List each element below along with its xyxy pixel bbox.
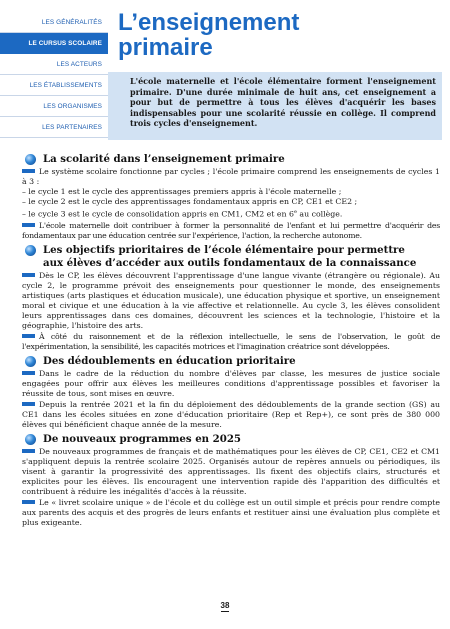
paragraph xyxy=(22,369,440,399)
paragraph-text: À côté du raisonnement et de la réflexion intellectuelle, le sens de l'observation, le goût de l'expérimentation, la sensibilité, les capacités motrices et l'imagination créatrice sont développées. xyxy=(22,331,440,351)
globe-bullet-icon xyxy=(25,356,36,367)
section-heading xyxy=(22,153,440,166)
nav-item-cursus-scolaire[interactable]: LE CURSUS SCOLAIRE xyxy=(0,33,108,54)
paragraph-text: Dès le CP, les élèves découvrent l'apprentissage d'une langue vivante (étrangère ou régionale). Au cycle 2, le programme prévoit des enseignements pour questionner le monde, des enseignements artistiques (arts plastiques et éducation musicale), une éducation physique et sportive, un enseignement moral et civique et une éducation à la vie affective et relationnelle. Au cycle 3, les élèves consolident leurs apprentissages dans ces domaines, découvrent les sciences et la technologie, l'histoire et la géographie, l'histoire des arts. xyxy=(22,270,440,330)
sidebar-nav xyxy=(0,12,108,138)
section-programmes xyxy=(22,433,440,528)
page-title xyxy=(118,10,299,60)
dash-marker-icon xyxy=(22,402,35,406)
paragraph xyxy=(22,271,440,331)
page-number xyxy=(0,601,450,612)
page-title-line1: L’enseignement xyxy=(118,9,300,36)
section-heading-line2: aux élèves d’accéder aux outils fondamentaux de la connaissance xyxy=(43,256,417,269)
paragraph-text: Le « livret scolaire unique » de l'école et du collège est un outil simple et précis pour rendre compte aux parents des acquis et des progrès de leurs enfants et restituer ainsi une évaluation plus complète et plus exigeante. xyxy=(22,497,440,527)
list-item: – le cycle 1 est le cycle des apprentissages premiers appris à l'école maternelle ; xyxy=(22,187,342,196)
dash-marker-icon xyxy=(22,334,35,338)
dash-marker-icon xyxy=(22,500,35,504)
list-item: – le cycle 2 est le cycle des apprentissages fondamentaux appris en CP, CE1 et CE2 ; xyxy=(22,197,358,206)
list-item xyxy=(22,207,440,220)
globe-bullet-icon xyxy=(25,434,36,445)
paragraph xyxy=(22,447,440,497)
superscript: e xyxy=(293,209,297,215)
dash-marker-icon xyxy=(22,273,35,277)
dash-marker-icon xyxy=(22,223,35,227)
dash-marker-icon xyxy=(22,449,35,453)
paragraph-text: Le système scolaire fonctionne par cycles ; l'école primaire comprend les enseignements de cycles 1 à 3 : xyxy=(22,167,440,186)
dash-marker-icon xyxy=(22,371,35,375)
nav-item-partenaires[interactable]: LES PARTENAIRES xyxy=(0,117,108,138)
globe-bullet-icon xyxy=(25,245,36,256)
main-content xyxy=(22,150,440,528)
paragraph xyxy=(22,167,440,187)
globe-bullet-icon xyxy=(25,154,36,165)
paragraph xyxy=(22,332,440,352)
section-dedoublements xyxy=(22,355,440,430)
paragraph-text: De nouveaux programmes de français et de mathématiques pour les élèves de CP, CE1, CE2 et CM1 s'appliquent depuis la rentrée scolaire 2025. Organisés autour de repères annuels ou périodiques, ils visent à garantir la progressivité des apprentissages. Ils fixent des objectifs clairs, structurés et explicites pour les élèves. Ils encouragent une intervention rapide dès l'apparition des difficultés et contribuent à réduire les inégalités d'accès à la réussite. xyxy=(22,446,440,496)
section-scolarite xyxy=(22,153,440,241)
paragraph xyxy=(22,221,440,241)
paragraph-text: Depuis la rentrée 2021 et la fin du déploiement des dédoublements de la grande section (GS) au CE1 dans les écoles situées en zone d'éducation prioritaire (Rep et Rep+), ce sont près de 380 000 élèves qui bénéficient chaque année de la mesure. xyxy=(22,399,440,429)
nav-item-organismes[interactable]: LES ORGANISMES xyxy=(0,96,108,117)
section-heading xyxy=(22,244,440,270)
paragraph xyxy=(22,400,440,430)
section-heading xyxy=(22,433,440,446)
paragraph xyxy=(22,498,440,528)
paragraph-text: Dans le cadre de la réduction du nombre d'élèves par classe, les mesures de justice sociale engagées pour offrir aux élèves les meilleures conditions d'apprentissage possibles et favoriser la réussite de tous, sont mises en œuvre. xyxy=(22,368,440,398)
section-heading xyxy=(22,355,440,368)
section-heading-text: Des dédoublements en éducation prioritaire xyxy=(43,354,296,367)
nav-item-acteurs[interactable]: LES ACTEURS xyxy=(0,54,108,75)
nav-item-etablissements[interactable]: LES ÉTABLISSEMENTS xyxy=(0,75,108,96)
paragraph-text: L'école maternelle doit contribuer à former la personnalité de l'enfant et lui permettre d'acquérir des fondamentaux par une éducation centrée sur l'expérience, l'action, la recherche autonome. xyxy=(22,220,440,240)
section-heading-text: La scolarité dans l’enseignement primaire xyxy=(43,153,285,165)
dash-marker-icon xyxy=(22,169,35,173)
intro-box: L'école maternelle et l'école élémentaire forment l'enseignement primaire. D'une durée minimale de huit ans, cet enseignement a pour but de permettre à tous les élèves d'acquérir les bases indispensables pour une scolarité réussie en collège. Il comprend trois cycles d'enseignement. xyxy=(108,72,442,140)
page-title-line2: primaire xyxy=(118,34,213,61)
section-objectifs xyxy=(22,244,440,352)
list-item-text-end: au collège. xyxy=(296,209,343,219)
section-heading-line1: Les objectifs prioritaires de l’école élémentaire pour permettre xyxy=(43,243,405,256)
section-heading-text: De nouveaux programmes en 2025 xyxy=(43,432,241,445)
list-item-text: – le cycle 3 est le cycle de consolidation appris en CM1, CM2 et en 6 xyxy=(22,209,294,219)
page-number-text: 38 xyxy=(220,601,230,610)
nav-item-generalites[interactable]: LES GÉNÉRALITÉS xyxy=(0,12,108,33)
